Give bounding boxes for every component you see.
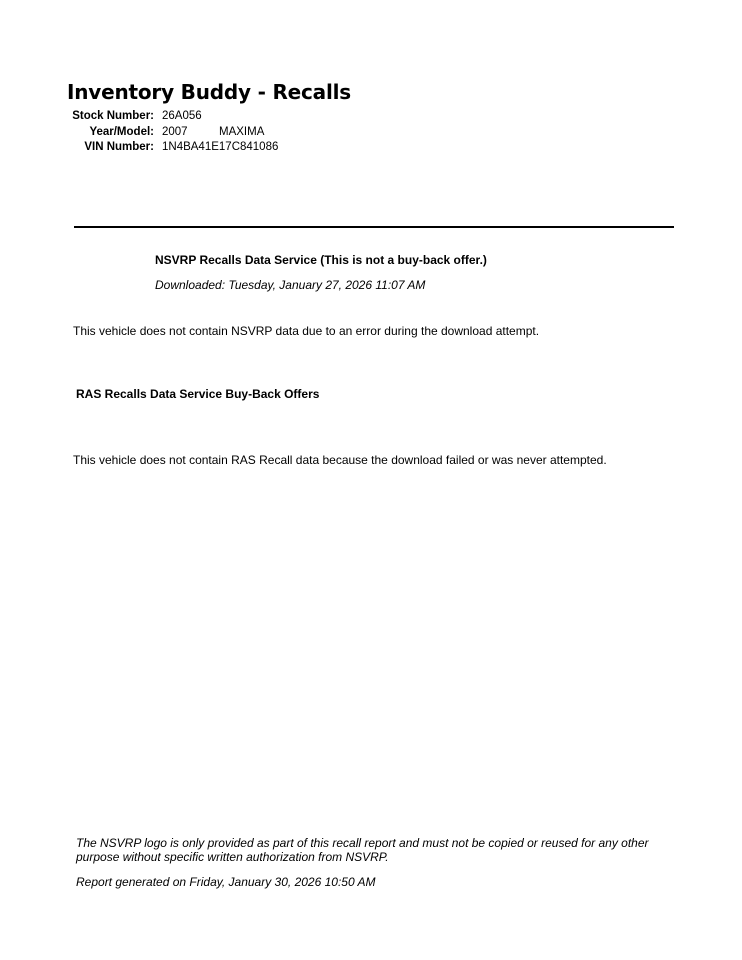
stock-number-label: Stock Number: [72, 110, 154, 122]
vehicle-info [60, 109, 278, 156]
page-title: Inventory Buddy - Recalls [67, 80, 351, 104]
year-model-label: Year/Model: [89, 125, 154, 138]
nsvrp-download-timestamp: Downloaded: Tuesday, January 27, 2026 11:07 AM [155, 278, 426, 292]
year-model-row [60, 125, 278, 141]
stock-number-value: 26A056 [162, 110, 202, 122]
year-value: 2007 [162, 125, 188, 138]
vin-number-label: VIN Number: [84, 141, 154, 153]
stock-number-row [60, 109, 278, 125]
nsvrp-status-message: This vehicle does not contain NSVRP data due to an error during the download attempt. [73, 324, 540, 338]
report-generated-timestamp: Report generated on Friday, January 30, 2026 10:50 AM [76, 875, 376, 889]
nsvrp-section-heading: NSVRP Recalls Data Service (This is not a buy-back offer.) [155, 253, 487, 267]
vin-number-row [60, 140, 278, 156]
section-divider [74, 226, 674, 228]
footer-disclaimer: The NSVRP logo is only provided as part of this recall report and must not be copied or reused for any other purpose without specific written authorization from NSVRP. [76, 836, 649, 864]
vin-number-value: 1N4BA41E17C841086 [162, 141, 279, 153]
model-value: MAXIMA [219, 125, 265, 138]
ras-status-message: This vehicle does not contain RAS Recall data because the download failed or was never attempted. [73, 453, 607, 467]
ras-section-heading: RAS Recalls Data Service Buy-Back Offers [76, 387, 320, 401]
